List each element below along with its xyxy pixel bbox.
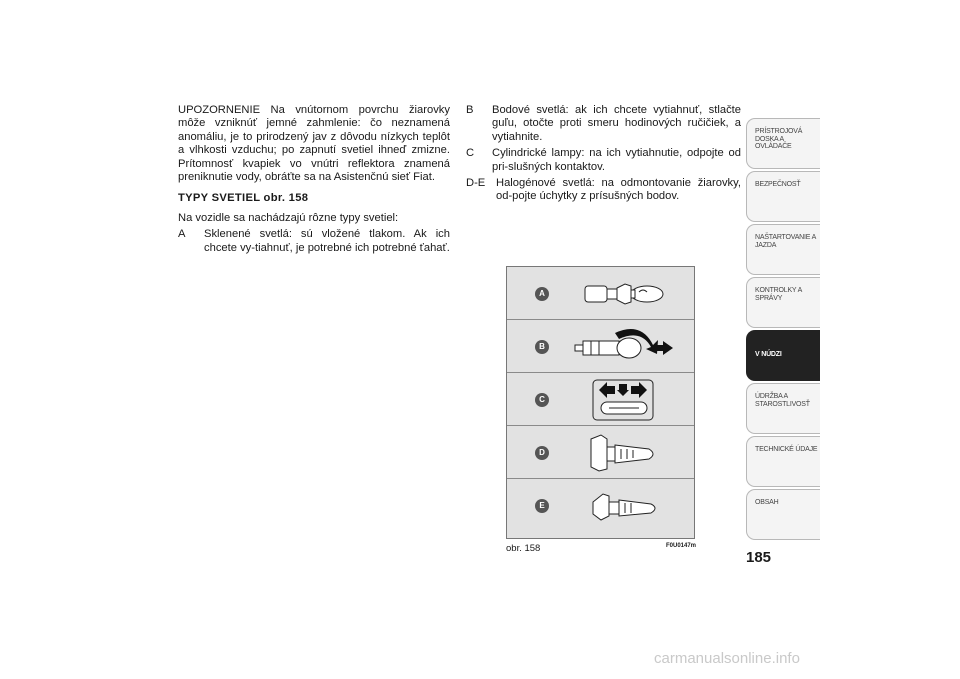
figure-panel-c: [507, 373, 694, 426]
page-number: 185: [746, 549, 772, 566]
h7-halogen-bulb-icon: [569, 482, 679, 534]
list-item-label: C: [466, 147, 475, 160]
figure-panel-d: [507, 426, 694, 479]
list-item-text: Cylindrické lampy: na ich vytiahnutie, odpojte od pri-slušných kontaktov.: [492, 147, 741, 173]
figure-caption: obr. 158: [506, 543, 541, 554]
bulb-types-figure: [506, 266, 695, 539]
panel-badge: C: [535, 393, 549, 407]
left-column: [178, 104, 450, 255]
warning-paragraph: UPOZORNENIE Na vnútornom povrchu žiarovky môže vzniknúť jemné zahmlenie: čo neznamená anomáliu, je to prirodzený jav z dôvodu nízkych teplôt a vlhkosti vzduchu; po zapnutí svetiel ihneď zmizne. Prítomnosť kvapiek vo vnútri reflektora znamená preniknutie vody, obráťte sa na Asistenčnú sieť Fiat.: [178, 104, 450, 184]
wedge-bulb-icon: [569, 270, 679, 316]
festoon-bulb-icon: [569, 376, 679, 424]
figure-panel-b: [507, 320, 694, 373]
list-item-label: A: [178, 228, 186, 241]
sidebar-tab-v-nudzi[interactable]: V NÚDZI: [746, 330, 820, 381]
list-item-b: [466, 104, 741, 144]
figure-panel-e: [507, 479, 694, 538]
intro-paragraph: Na vozidle sa nachádzajú rôzne typy svetiel:: [178, 211, 399, 224]
sidebar-tab-nastartovanie[interactable]: NAŠTARTOVANIE A JAZDA: [746, 224, 820, 275]
panel-badge: E: [535, 499, 549, 513]
panel-badge: B: [535, 340, 549, 354]
section-heading: TYPY SVETIEL obr. 158: [178, 192, 309, 205]
sidebar-tab-kontrolky[interactable]: KONTROLKY A SPRÁVY: [746, 277, 820, 328]
list-item-c: [466, 147, 741, 174]
h4-halogen-bulb-icon: [569, 429, 679, 477]
figure-code: F0U0147m: [666, 543, 697, 549]
list-item-label: D-E: [466, 177, 486, 190]
right-column: [466, 104, 741, 204]
list-item-text: Halogénové svetlá: na odmontovanie žiarovky, od-pojte úchytky z prísušných bodov.: [496, 177, 741, 203]
list-item-text: Bodové svetlá: ak ich chcete vytiahnuť, stlačte guľu, otočte proti smeru hodinových ručičiek, a vytiahnite.: [492, 104, 741, 143]
list-item-d-e: [466, 177, 741, 204]
bayonet-bulb-icon: [569, 323, 679, 371]
sidebar-tab-bezpecnost[interactable]: BEZPEČNOSŤ: [746, 171, 820, 222]
list-item-a: [178, 228, 450, 255]
figure-panel-a: [507, 267, 694, 320]
watermark-text: carmanualsonline.info: [654, 650, 800, 667]
panel-badge: D: [535, 446, 549, 460]
sidebar-tab-technicke-udaje[interactable]: TECHNICKÉ ÚDAJE: [746, 436, 820, 487]
sidebar-tab-obsah[interactable]: OBSAH: [746, 489, 820, 540]
list-item-text: Sklenené svetlá: sú vložené tlakom. Ak ich chcete vy-tiahnuť, je potrebné ich potrebné ťahať.: [204, 228, 450, 254]
sidebar-tab-pristrojova-doska[interactable]: PRÍSTROJOVÁ DOSKA A OVLÁDAČE: [746, 118, 820, 169]
list-item-label: B: [466, 104, 474, 116]
panel-badge: A: [535, 287, 549, 301]
sidebar-tab-udrzba[interactable]: ÚDRŽBA A STAROSTLIVOSŤ: [746, 383, 820, 434]
